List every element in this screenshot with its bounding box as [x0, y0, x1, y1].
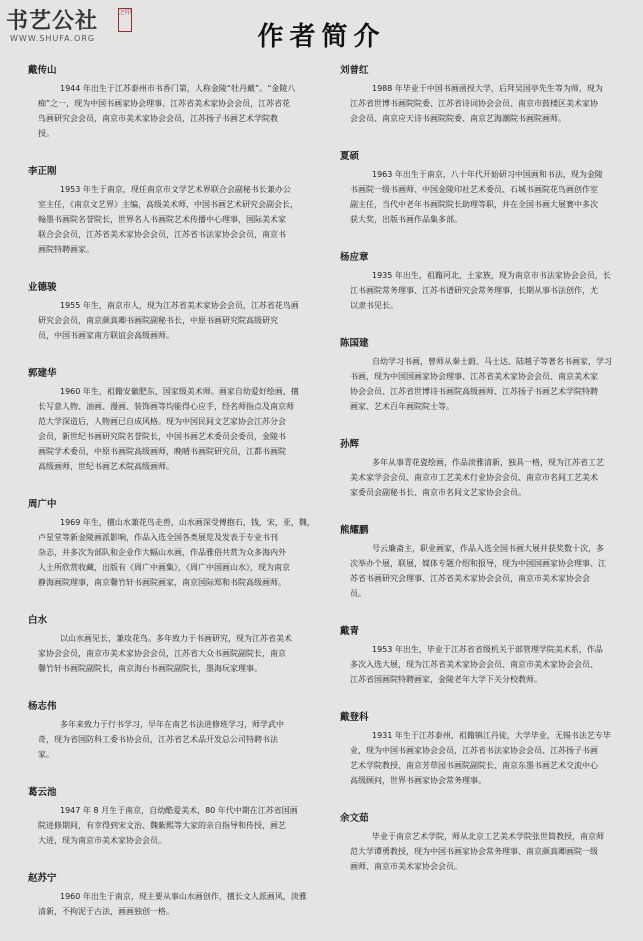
author-entry: [28, 496, 328, 590]
author-name: 戴青: [340, 626, 360, 637]
author-name: 戴登科: [340, 712, 369, 723]
author-entry: [340, 709, 626, 788]
author-name: 夏硕: [340, 151, 360, 162]
author-bio: 1960 年生，祖籍安徽肥东，国家级美术师。画家自幼爱好绘画，擅 长写意人物、油画、漫画、装饰画等均能得心应手，经名师指点及南京师 范大学深造后，人物画已自成风格。现为中国民间文艺家协会江苏分会 会员，新世纪书画研究院名誉院长，中国书画艺术委员会委员，金陵书 画院学术委员，中原书画院高级画师，晚晴书画院研究员，江都书画院 高级画师，世纪书画艺术院高级画师。: [38, 387, 299, 471]
author-entry: [340, 148, 626, 227]
author-entry: [28, 784, 328, 848]
author-name: 刘普红: [340, 65, 369, 76]
author-bio: 1988 年毕业于中国书画函授大学，后拜吴国亭先生等为师，现为 江苏省世博书画院院委、江苏省诗词协会会员、南京市鼓楼区美术家协 会会员、南京应天诗书画院院委、南京艺海潮院书画院画师。: [350, 84, 603, 123]
author-name: 杨志伟: [28, 701, 57, 712]
author-bio: 1935 年出生，祖籍河北，土家族，现为南京市书法家协会会员，长 江书画院常务理事、江苏书谱研究会常务理事，长期从事书法创作，尤 以隶书见长。: [350, 271, 611, 310]
site-watermark: [6, 4, 132, 50]
author-name: 周广中: [28, 499, 57, 510]
author-bio: 1963 年出生于南京，八十年代开始研习中国画和书法，现为金陵 书画院一级书画师、中国金陵印社艺术委员、石城书画院花鸟画创作室 副主任，当代中老年书画院院长助理等职，并在全国书画大展赛中多次 获大奖，出版书画作品集多部。: [350, 170, 603, 224]
author-bio: 1960 年出生于南京，现主要从事山水画创作，擅长文人派画风，淡雅 清新，不拘泥于古法，画画独创一格。: [38, 892, 307, 916]
right-column: [340, 62, 626, 896]
author-entry: [340, 62, 626, 126]
left-column: [28, 62, 328, 941]
author-bio: 多年从事青花瓷绘画，作品淡雅清新，独具一格，现为江苏省工艺 美术家学会会员、南京市工艺美术行业协会会员、南京市名间工艺美术 家委员会副秘书长、南京市名间文艺家协会会员。: [350, 458, 604, 497]
author-name: 杨应章: [340, 252, 369, 263]
author-name: 郭建华: [28, 368, 57, 379]
author-entry: [28, 62, 328, 141]
author-name: 余文茹: [340, 813, 369, 824]
watermark-url: WWW.SHUFA.ORG: [10, 34, 96, 43]
author-bio: 1944 年出生于江苏泰州市书香门第，人称金陵“牡丹戴”。“金陵八 痴”之一，现为中国书画家协会理事、江苏省美术家协会会员，江苏省花 鸟画研究会会员，南京市美术家协会会员，江苏扬子书画艺术学院教 授。: [38, 84, 296, 138]
author-bio: 1947 年 8 月生于南京，自幼酷爱美术，80 年代中期在江苏省国画 院进修期间，有幸得到宋文治、魏紫熙等大家的亲自指导和传授，画艺 大进，现为南京市美术家协会会员。: [38, 806, 298, 845]
author-entry: [28, 279, 328, 343]
author-entry: [340, 436, 626, 500]
author-entry: [340, 249, 626, 313]
author-bio: 1969 年生，擅山水兼花鸟走兽，山水画深受傅抱石，钱，宋，亚，魏， 卢星堂等新金陵画派影响，作品入选全国各类展览及发表于专业书刊 杂志，并多次为部队和企业作大幅山水画，作品雅俗共赏为众多海内外 人士所欣赏收藏，出版有《周广中画集》，《周广中国画山水》，现为南京 静海画院理事，南京馨竹轩书画院画家，南京国际郑和书院高级画师。: [38, 518, 315, 587]
author-bio: 多年来致力于行书学习，早年在南艺书法进修班学习，师学武中 奇，现为省国防科工委书协会员，江苏省艺术品开发总公司特聘书法 家。: [38, 720, 284, 759]
author-entry: [340, 810, 626, 874]
author-bio: 以山水画见长，兼攻花鸟。多年致力于书画研究，现为江苏省美术 家协会会员，南京市美术家协会会员，江苏省大众书画院副院长，南京 馨竹轩书画院副院长，南京海台书画院副院长，墨海玩家理事。: [38, 634, 292, 673]
author-name: 业德骏: [28, 282, 57, 293]
author-name: 白水: [28, 615, 48, 626]
author-bio: 1955 年生，南京市人，现为江苏省美术家协会会员，江苏省花鸟画 研究会会员，南京颜真卿书画院副秘书长，中原书画研究院高级研究 员，中国书画家南方联谊会高级画师。: [38, 301, 299, 340]
author-entry: [340, 623, 626, 687]
author-name: 孙辉: [340, 439, 360, 450]
watermark-seal: 之印: [118, 8, 132, 32]
watermark-text: 书艺公社: [6, 8, 99, 34]
author-bio: 自幼学习书画，曾师从秦士蔚、马士达、陆越子等著名书画家，学习 书画，现为中国国画家协会理事、江苏省美术家协会会员、南京美术家 协会会员、江苏省世博诗书画院高级画师、江苏扬子书画艺术学院特聘 画家、艺术百年画院院士等。: [350, 357, 612, 411]
author-name: 李正刚: [28, 166, 57, 177]
author-entry: [340, 522, 626, 601]
author-bio: 毕业于南京艺术学院，师从北京工艺美术学院张世简教授，南京师 范大学谭勇教授，现为中国书画家协会常务理事、南京颜真卿画院一级 画师、南京市美术家协会会员。: [350, 832, 604, 871]
author-bio: 1931 年生于江苏泰州，祖籍镇江丹徒，大学毕业，无锡书法艺专毕 业，现为中国书画家协会会员，江苏省书法家协会会员、江苏扬子书画 艺术学院教授、南京芳草园书画院副院长、南京东墨书画艺术交流中心 高级顾问，世界书画家协会常务理事。: [350, 731, 611, 785]
author-bio: 1953 年出生，毕业于江苏省省级机关干部管理学院美术系，作品 多次入选大展，现为江苏省美术家协会会员、南京市美术家协会会员、 江苏省国画院特聘画家，金陵老年大学下关分校教师。: [350, 645, 603, 684]
author-entry: [28, 870, 328, 919]
author-entry: [340, 335, 626, 414]
author-entry: [28, 698, 328, 762]
page-title: 作者简介: [257, 22, 386, 52]
author-entry: [28, 163, 328, 257]
author-name: 熊耀鹏: [340, 525, 369, 536]
author-bio: 1953 年生于南京，现任南京市文学艺术界联合会副秘书长兼办公 室主任，《南京文艺界》主编，高级美术师，中国书画艺术研究会副会长， 翰墨书画院名誉院长，世界名人书画院艺术传播中心理事，国际美术家 联合会会员，江苏省美术家协会会员，江苏省书法家协会会员，南京书 画院特聘画家。: [38, 185, 298, 254]
author-name: 戴传山: [28, 65, 57, 76]
author-entry: [28, 365, 328, 474]
author-name: 陈国建: [340, 338, 369, 349]
author-name: 葛云池: [28, 787, 57, 798]
author-entry: [28, 612, 328, 676]
author-bio: 号云廉斋主，职业画家，作品入选全国书画大展并获奖数十次，多 次举办个展，联展，媒体专题介绍和报导，现为中国国画家协会理事、江 苏省书画研究会理事、江苏省美术家协会会员，南京市美术家协会会 员。: [350, 544, 606, 598]
author-name: 赵苏宁: [28, 873, 57, 884]
